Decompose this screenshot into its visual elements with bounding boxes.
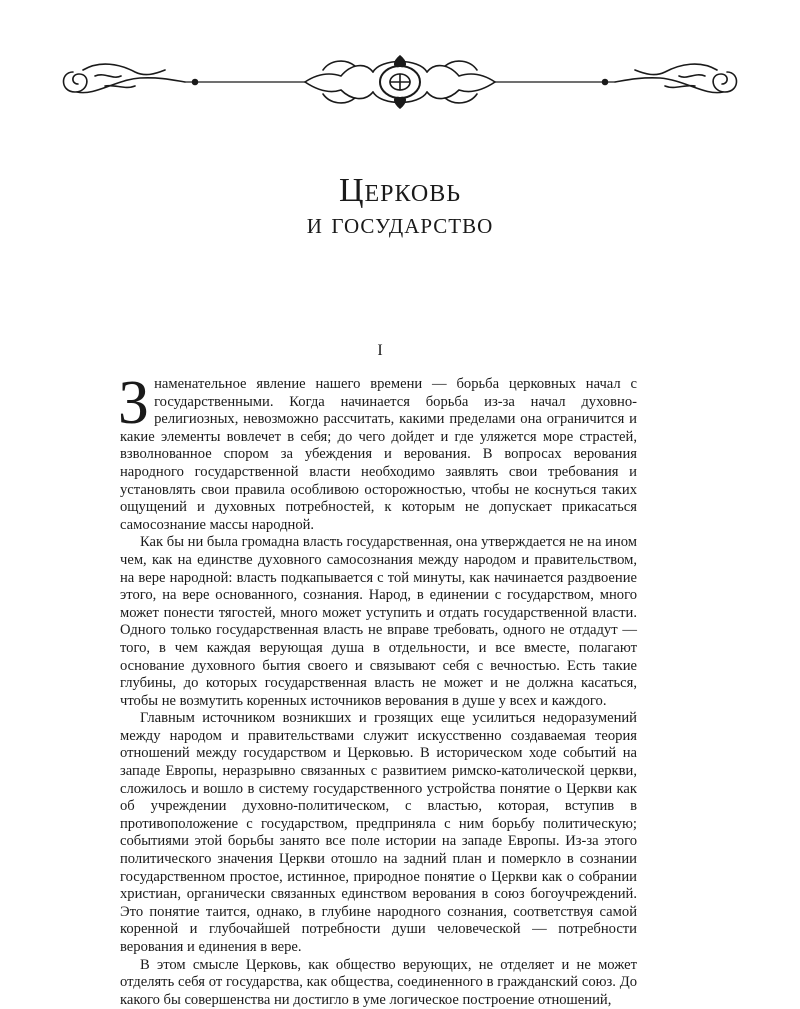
body-text <box>118 369 637 1009</box>
drop-cap: З <box>118 369 150 437</box>
chapter-title-line1: Церковь <box>338 172 462 209</box>
paragraph: Главным источником возникших и грозящих еще усилиться недоразумений между народом и правительствами служит искусственно создаваемая теория отношений между государством и Церковью. В историческом ходе событий на западе Европы, неразрывно связанных с развитием римско-католической церкви, сложилось и вошло в систему государственного устройства понятие о Церкви как об учреждении духовно-политическом, с властью, которая, вступив в противоположение с государством, предприняла с ним борьбу политическую; событиями этой борьбы занято все поле истории на западе Европы. Из-за этого политического значения Церкви отошло на задний план и померкло в сознании государственном простое, истинное, природное понятие о Церкви как о собрании христиан, органически связанных единством верования в союз богоучреждений. Это понятие таится, однако, в глубине народного сознания, соответствуя самой коренной и глубочайшей потребности души человеческой — потребности верования и единения в вере. <box>120 710 637 955</box>
paragraph: Как бы ни была громадна власть государственная, она утверждается не на ином чем, как на единстве духовного самосознания между народом и правительством, на вере народной: власть подкапывается с той минуты, как начинается раздвоение этого, на вере основанного, сознания. Народ, в единении с государством, много может понести тягостей, много может уступить и отдать государственной власти. Одного только государственная власть не вправе требовать, одного не отдадут — того, в чем каждая верующая душа в отдельности, и все вместе, полагают основание духовного бытия своего и связывают себя с вечностью. Есть такие глубины, до которых государственная власть не может и не должна касаться, чтобы не возмутить коренных источников верования в душе у всех и каждого. <box>120 534 637 709</box>
paragraph <box>118 369 637 534</box>
chapter-title-line2: и государство <box>306 207 494 240</box>
section-number: I <box>377 342 383 359</box>
acanthus-scroll-headpiece-icon <box>55 50 745 110</box>
paragraph: В этом смысле Церковь, как общество верующих, не отделяет и не может отделять себя от государства, как общества, соединенного в гражданский союз. До какого бы совершенства ни достигло в уме логическое построение отношений, <box>120 956 637 1008</box>
paragraph-text: наменательное явление нашего времени — борьба церковных начал с государственными. Когда начинается борьба из-за начал духовно-религиозных, невозможно рассчитать, какими пределами она ограничится и какие элементы вовлечет в себя; до чего дойдет и где уляжется море страстей, взволнованное спором за убеждения и верования. В вопросах верования народного государственной власти необходимо заявлять свои требования и установлять свои правила особливою осторожностью, чтобы не коснуться таких ощущений и духовных потребностей, к которым не допускает прикасаться самосознание массы народной. <box>120 376 637 533</box>
